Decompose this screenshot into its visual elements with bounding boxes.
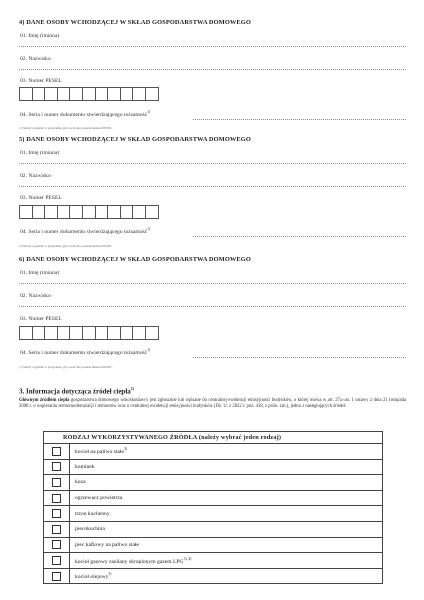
footnote-ref: 2) xyxy=(130,387,134,391)
checkbox-cell xyxy=(44,537,70,553)
pesel-digit-box[interactable] xyxy=(69,326,83,340)
id-document-field[interactable] xyxy=(193,236,406,237)
pesel-digit-box[interactable] xyxy=(82,205,96,219)
heat-source-checkbox[interactable] xyxy=(52,572,61,581)
first-name-field[interactable] xyxy=(19,46,406,47)
heat-source-label-text: koza xyxy=(75,479,86,486)
first-name-label: 01. Imię (imiona) xyxy=(20,270,60,276)
id-document-text: 04. Seria i numer dokumentu stwierdzającego tożsamość xyxy=(20,111,148,118)
pesel-digit-box[interactable] xyxy=(132,205,146,219)
pesel-digit-box[interactable] xyxy=(69,205,83,219)
pesel-digit-box[interactable] xyxy=(69,87,83,101)
footnote-ref: 1) xyxy=(147,348,151,352)
pesel-digit-box[interactable] xyxy=(95,205,109,219)
surname-label: 02. Nazwisko xyxy=(20,173,51,179)
heat-source-label-text: kominek xyxy=(75,463,95,470)
surname-field[interactable] xyxy=(19,186,406,187)
heat-source-label-text: kocioł olejowy xyxy=(75,573,109,580)
heat-source-checkbox[interactable] xyxy=(52,462,61,471)
footnote: 1) Należy wypełnić w przypadku, gdy osoba nie posiada numeru PESEL. xyxy=(19,126,113,130)
pesel-digit-box[interactable] xyxy=(132,87,146,101)
heat-source-title-text: 3. Informacja dotycząca źródeł ciepła xyxy=(19,387,131,396)
table-row xyxy=(44,475,383,491)
heat-source-label-text: kocioł gazowy zasilany skroplonym gazem LPG xyxy=(75,558,184,565)
table-row xyxy=(44,459,383,475)
section-title: 5) DANE OSOBY WCHODZĄCEJ W SKŁAD GOSPODARSTWA DOMOWEGO xyxy=(19,136,251,143)
footnote: 1) Należy wypełnić w przypadku, gdy osoba nie posiada numeru PESEL. xyxy=(19,365,113,369)
pesel-label: 03. Numer PESEL xyxy=(20,195,62,201)
pesel-digit-box[interactable] xyxy=(57,326,71,340)
id-document-text: 04. Seria i numer dokumentu stwierdzającego tożsamość xyxy=(20,349,148,356)
heat-source-text: gospodarstwa domowego wnioskodawcy jest zgłoszone lub wpisane do centralnej ewidencji emisyjności budynków, o której mowa w art. 27a ust. 1 ustawy z dnia 21 listopada 2008 r. o wspieraniu termomodernizacji i remontów oraz o centralnej ewidencji emisyjności budynków (Dz. U. z 2022 r. poz. 438, z późn. zm.), jedno z następujących źródeł: xyxy=(19,398,406,410)
heat-source-label xyxy=(70,475,383,491)
id-document-field[interactable] xyxy=(193,119,406,120)
footnote-ref: 1) xyxy=(147,227,151,231)
checkbox-cell xyxy=(44,568,70,584)
pesel-digit-box[interactable] xyxy=(145,326,159,340)
surname-field[interactable] xyxy=(19,69,406,70)
pesel-digit-box[interactable] xyxy=(19,87,33,101)
pesel-boxes[interactable] xyxy=(19,87,158,101)
heat-source-label-text: ogrzewacz powietrza xyxy=(75,495,123,502)
section-title: 6) DANE OSOBY WCHODZĄCEJ W SKŁAD GOSPODARSTWA DOMOWEGO xyxy=(19,256,251,263)
pesel-digit-box[interactable] xyxy=(82,87,96,101)
table-row xyxy=(44,490,383,506)
id-document-text: 04. Seria i numer dokumentu stwierdzającego tożsamość xyxy=(20,228,148,235)
heat-source-label-text: piecokuchnia xyxy=(75,526,105,533)
pesel-digit-box[interactable] xyxy=(44,205,58,219)
table-row xyxy=(44,506,383,522)
heat-source-table xyxy=(43,431,383,584)
pesel-digit-box[interactable] xyxy=(32,87,46,101)
heat-source-label-text: trzon kuchenny xyxy=(75,510,110,517)
heat-source-label xyxy=(70,459,383,475)
heat-source-description xyxy=(19,398,406,410)
pesel-digit-box[interactable] xyxy=(82,326,96,340)
pesel-digit-box[interactable] xyxy=(19,326,33,340)
heat-source-title xyxy=(19,387,134,395)
pesel-digit-box[interactable] xyxy=(57,205,71,219)
pesel-label: 03. Numer PESEL xyxy=(20,316,62,322)
section-title: 4) DANE OSOBY WCHODZĄCEJ W SKŁAD GOSPODARSTWA DOMOWEGO xyxy=(19,19,251,26)
pesel-digit-box[interactable] xyxy=(95,326,109,340)
id-document-field[interactable] xyxy=(193,357,406,358)
footnote: 1) Należy wypełnić w przypadku, gdy osoba nie posiada numeru PESEL. xyxy=(19,244,113,248)
first-name-field[interactable] xyxy=(19,163,406,164)
surname-field[interactable] xyxy=(19,306,406,307)
pesel-label: 03. Numer PESEL xyxy=(20,78,62,84)
heat-source-lead: Głównym źródłem ciepła xyxy=(19,398,70,403)
table-row xyxy=(44,553,383,569)
first-name-label: 01. Imię (imiona) xyxy=(20,33,60,39)
heat-source-label xyxy=(70,537,383,553)
pesel-digit-box[interactable] xyxy=(120,87,134,101)
heat-source-label xyxy=(70,521,383,537)
heat-source-checkbox[interactable] xyxy=(52,478,61,487)
pesel-digit-box[interactable] xyxy=(44,87,58,101)
table-header: RODZAJ WYKORZYSTYWANEGO ŹRÓDŁA (należy wybrać jeden rodzaj) xyxy=(44,432,383,444)
heat-source-label xyxy=(70,506,383,522)
pesel-digit-box[interactable] xyxy=(44,326,58,340)
checkbox-cell xyxy=(44,521,70,537)
checkbox-cell xyxy=(44,506,70,522)
pesel-digit-box[interactable] xyxy=(95,87,109,101)
checkbox-cell xyxy=(44,459,70,475)
table-row xyxy=(44,568,383,584)
pesel-digit-box[interactable] xyxy=(19,205,33,219)
checkbox-cell xyxy=(44,490,70,506)
id-document-label xyxy=(20,348,150,356)
pesel-digit-box[interactable] xyxy=(120,326,134,340)
heat-source-checkbox[interactable] xyxy=(52,494,61,503)
heat-source-label xyxy=(70,553,383,569)
first-name-label: 01. Imię (imiona) xyxy=(20,150,60,156)
heat-source-checkbox[interactable] xyxy=(52,509,61,518)
pesel-digit-box[interactable] xyxy=(57,87,71,101)
table-row xyxy=(44,537,383,553)
pesel-digit-box[interactable] xyxy=(107,326,121,340)
pesel-digit-box[interactable] xyxy=(107,87,121,101)
checkbox-cell xyxy=(44,475,70,491)
heat-source-checkbox[interactable] xyxy=(52,447,61,456)
heat-source-label-text: piec kaflowy na paliwo stałe xyxy=(75,541,139,548)
pesel-digit-box[interactable] xyxy=(120,205,134,219)
surname-label: 02. Nazwisko xyxy=(20,293,51,299)
pesel-digit-box[interactable] xyxy=(145,87,159,101)
checkbox-cell xyxy=(44,444,70,460)
heat-source-label xyxy=(70,490,383,506)
footnote-ref: 1) xyxy=(147,110,151,114)
pesel-boxes[interactable] xyxy=(19,326,158,340)
table-row xyxy=(44,521,383,537)
heat-source-label xyxy=(70,568,383,584)
footnote-ref: 3) xyxy=(123,447,127,452)
pesel-digit-box[interactable] xyxy=(132,326,146,340)
checkbox-cell xyxy=(44,553,70,569)
pesel-digit-box[interactable] xyxy=(32,205,46,219)
table-row xyxy=(44,444,383,460)
pesel-digit-box[interactable] xyxy=(32,326,46,340)
id-document-label xyxy=(20,227,150,235)
heat-source-label-text: kocioł na paliwo stałe xyxy=(75,449,124,456)
heat-source-checkbox[interactable] xyxy=(52,556,61,565)
id-document-label xyxy=(20,110,150,118)
footnote-ref: 3), 4) xyxy=(183,556,192,561)
heat-source-checkbox[interactable] xyxy=(52,525,61,534)
pesel-boxes[interactable] xyxy=(19,205,158,219)
pesel-digit-box[interactable] xyxy=(145,205,159,219)
surname-label: 02. Nazwisko xyxy=(20,56,51,62)
heat-source-label xyxy=(70,444,383,460)
pesel-digit-box[interactable] xyxy=(107,205,121,219)
footnote-ref: 3) xyxy=(108,572,112,577)
heat-source-checkbox[interactable] xyxy=(52,540,61,549)
first-name-field[interactable] xyxy=(19,283,406,284)
